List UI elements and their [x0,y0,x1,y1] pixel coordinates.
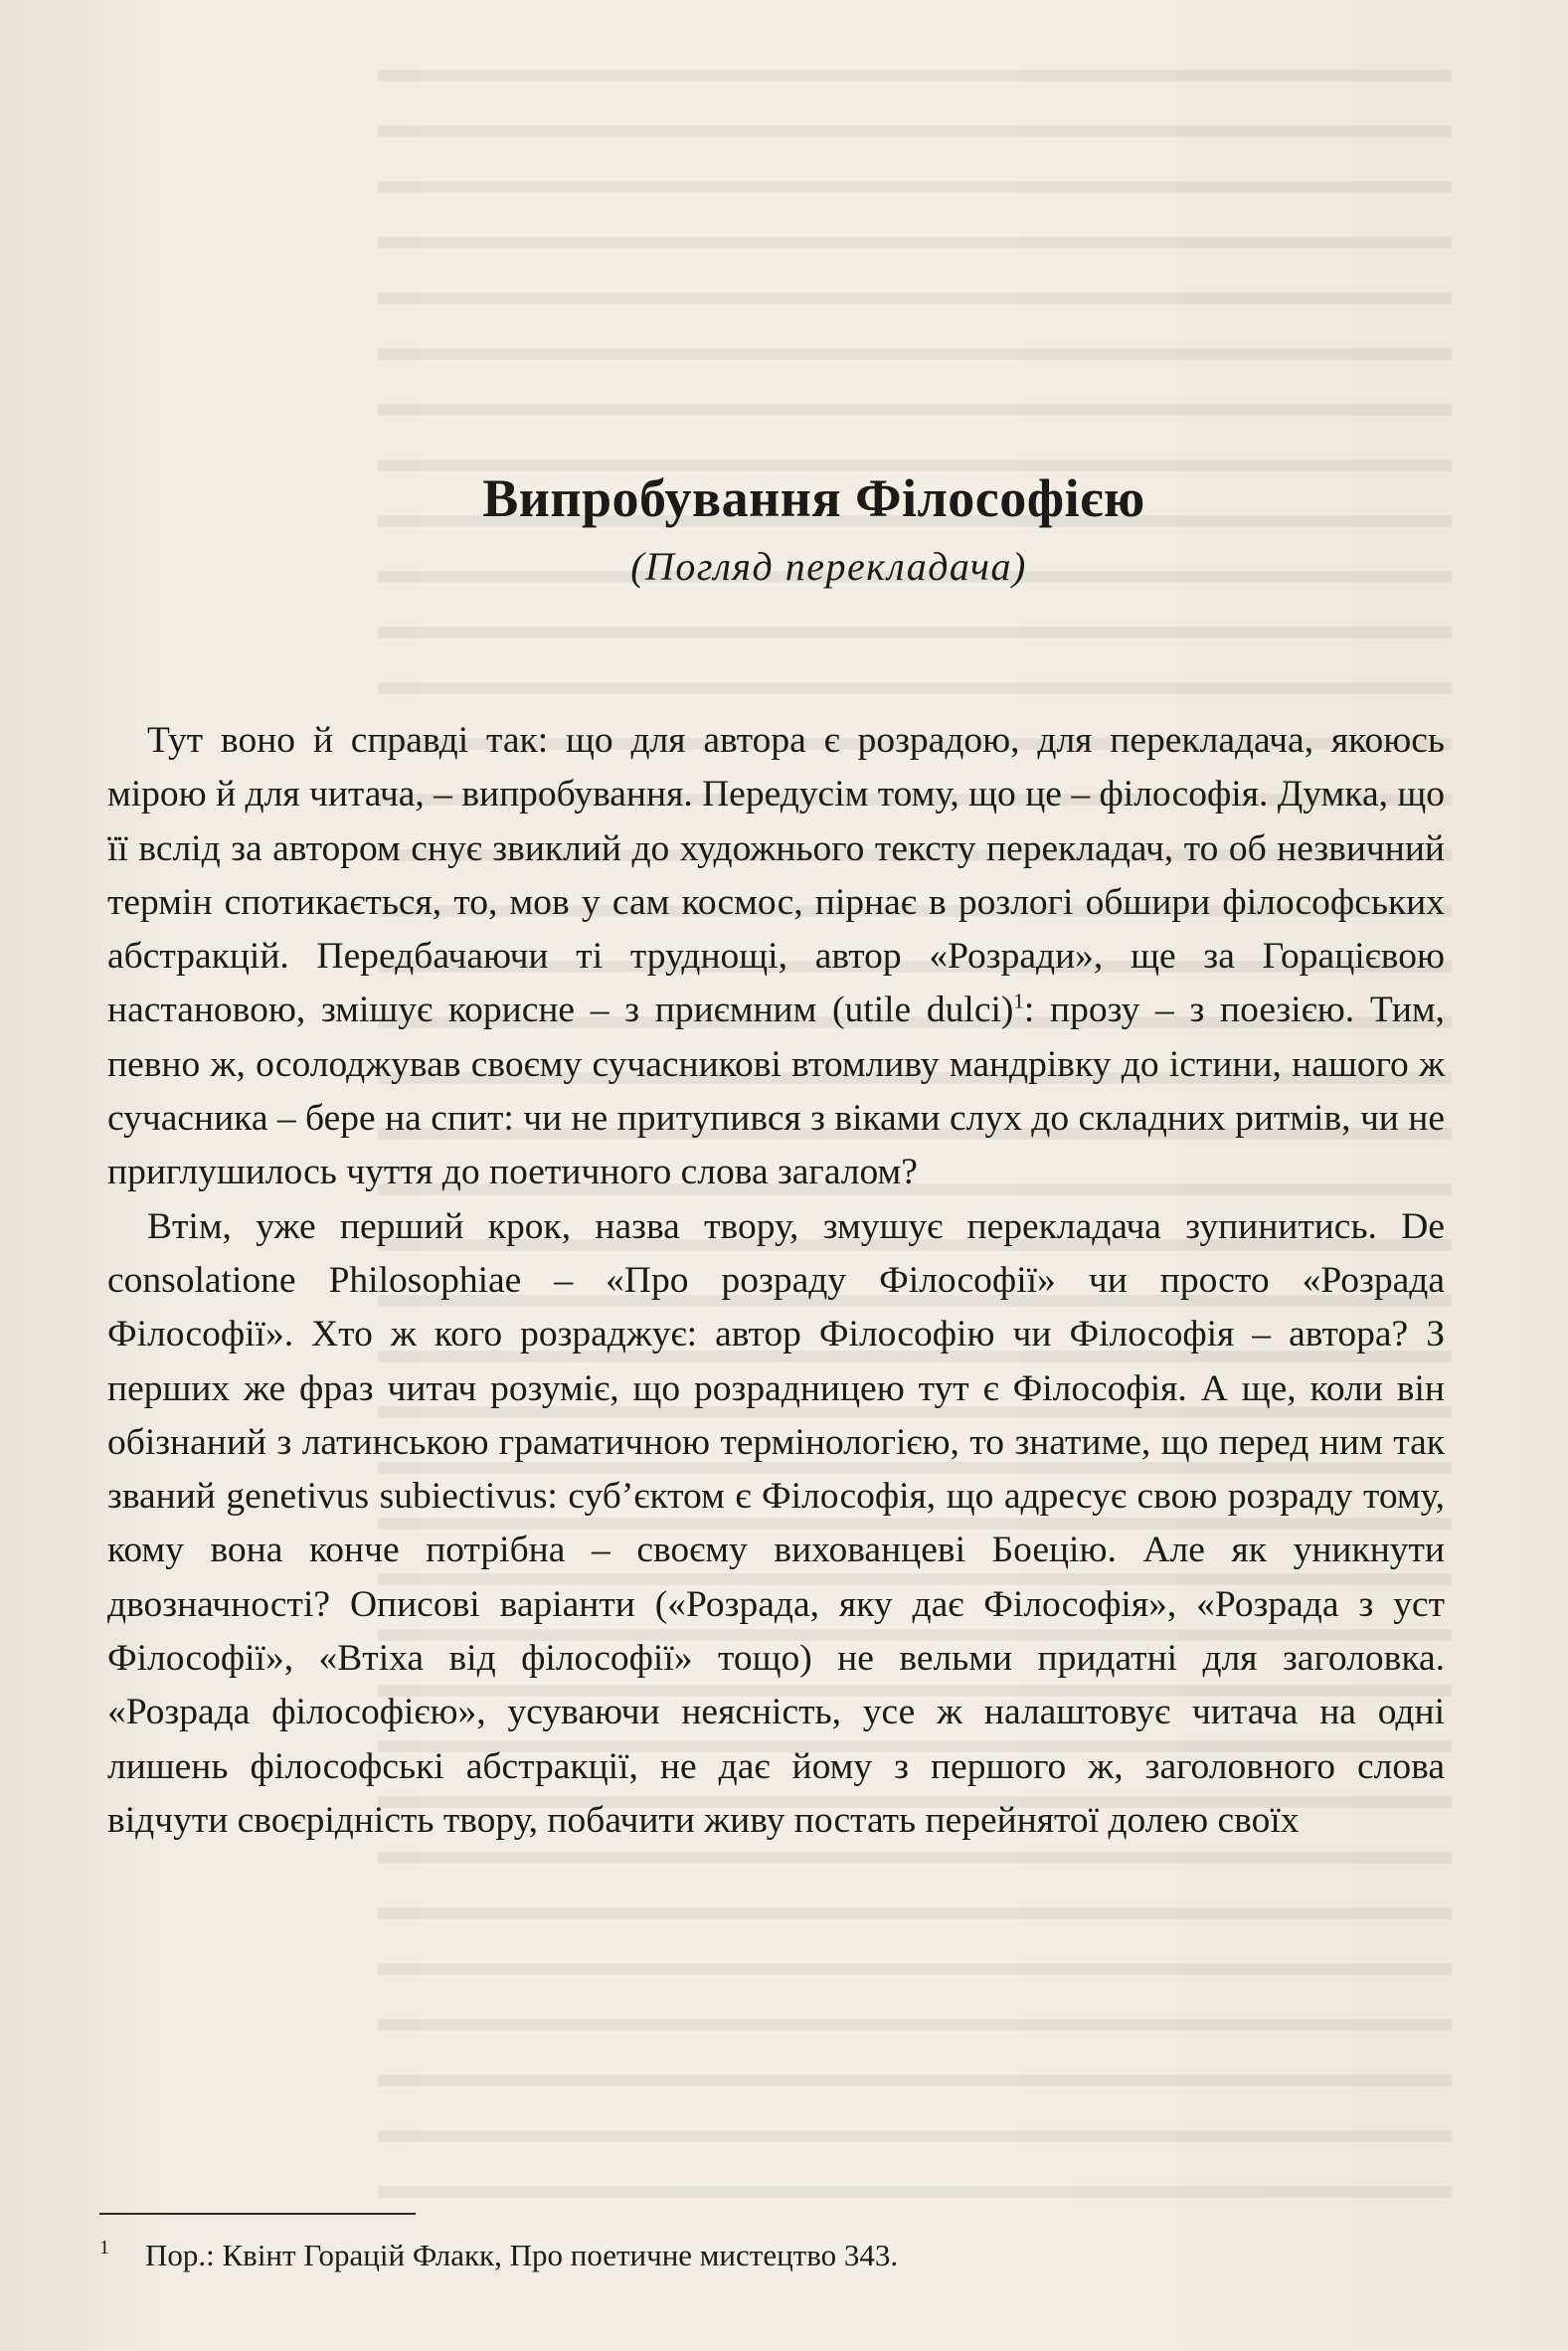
chapter-subtitle: (Погляд перекладача) [630,544,1027,589]
footnote-reference: 1 [1013,989,1024,1013]
paragraph-2: Втім, уже перший крок, назва твору, змушує перекладача зупинитись. De consolatione Philosophiae – «Про розраду Філософії» чи просто «Розрада Філософії». Хто ж кого розраджує: автор Філософію чи Філософія – автора? З перших же фраз читач розуміє, що розрадницею тут є Філософія. А ще, коли він обізнаний з латинською граматичною термінологією, то знатиме, що перед ним так званий genetivus subiectivus: суб’єктом є Філософія, що адресує свою розраду тому, кому вона конче потрібна – своєму вихованцеві Боецію. Але як уникнути двозначності? Описові варіанти («Розрада, яку дає Філософія», «Розрада з уст Філософії», «Втіха від філософії» тощо) не вельми придатні для заголовка. «Розрада філософією», усуваючи неясність, усе ж налаштовує читача на одні лишень філософські абстракції, не дає йому з першого ж, заголовного слова відчути своєрідність твору, побачити живу постать перейнятої долею своїх [107,1205,1445,1841]
chapter-title: Випробування Філософією [482,468,1145,528]
paragraph-1-text-continued: : прозу – з поезією. Тим, певно ж, осолоджував своєму сучасникові втомливу мандрівку до істини, нашого ж сучасника – бере на спит: чи не притупився з віками слух до складних ритмів, чи не приглушилось чуття до поетичного слова загалом? [107,990,1445,1193]
paragraph-1 [107,714,1445,1200]
footnote-number: 1 [99,2237,109,2259]
paragraph-1-text: Тут воно й справді так: що для автора є розрадою, для перекладача, якоюсь мірою й для читача, – випробування. Передусім тому, що це – філософія. Думка, що її вслід за автором снує звиклий до художнього тексту перекладач, то об незвичний термін спотикається, то, мов у сам космос, пірнає в розлогі обшири філософських абстракцій. Передбачаючи ті труднощі, автор «Розради», ще за Горацієвою настановою, змішує корисне – з приємним (utile dulci) [107,720,1445,1031]
footnote-text: Пор.: Квінт Горацій Флакк, Про поетичне мистецтво 343. [145,2238,899,2272]
body-text [107,714,1445,1848]
footnote [99,2236,1392,2275]
chapter-heading [0,467,1568,590]
footnote-divider [99,2213,416,2215]
